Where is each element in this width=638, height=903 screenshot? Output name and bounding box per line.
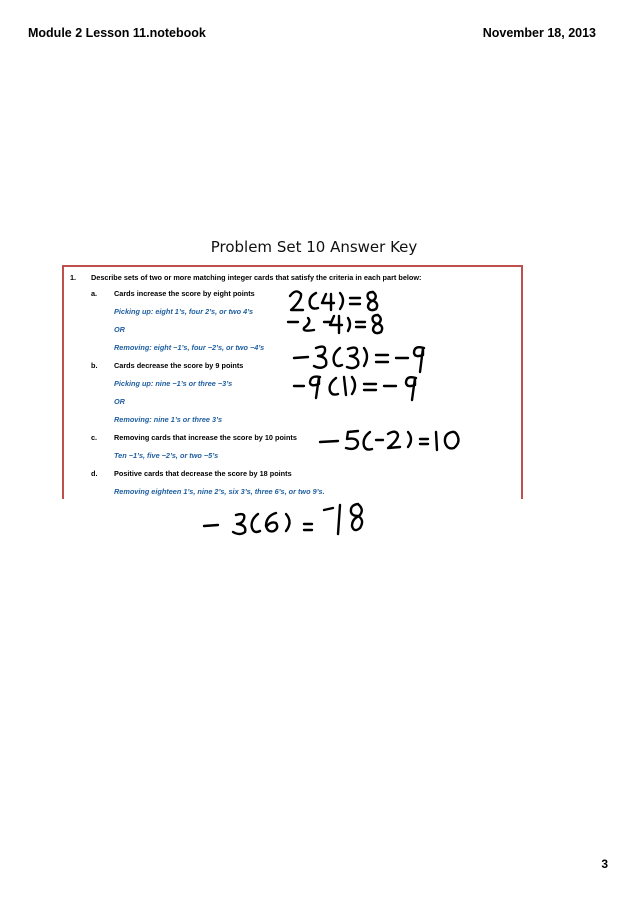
- handwriting-d1: [200, 500, 380, 540]
- handwriting-a1: [288, 288, 388, 314]
- part-label: c.: [91, 433, 98, 442]
- handwriting-b1: [292, 342, 430, 374]
- page-title: Problem Set 10 Answer Key: [210, 238, 418, 256]
- notebook-title: Module 2 Lesson 11.notebook: [28, 26, 206, 40]
- handwriting-b2: [292, 372, 430, 402]
- problem-set-box: 1. Describe sets of two or more matching integer cards that satisfy the criteria in each part below: a. Cards increase the score by eight points Picking up: eight 1’s, four 2’s, or two 4’s OR Removing: eight −1’s, four −2’s, or two −4’s b. Cards decrease the score by 9 points Picking up: nine −1’s or three −3’s OR Removing: nine 1’s or three 3’s c. Removing cards that increase the score by 10 points Ten −1’s, five −2’s, or two −5’s d. Positive cards that decrease the score by 18 points Removing eighteen 1’s, nine 2’s, six 3’s, three 6’s, or two 9’s.: [62, 265, 523, 499]
- page-header: [0, 26, 638, 46]
- part-label: d.: [91, 469, 98, 478]
- part-label: b.: [91, 361, 98, 370]
- header-date: November 18, 2013: [482, 26, 596, 40]
- problem-number: 1.: [70, 273, 77, 282]
- part-label: a.: [91, 289, 98, 298]
- handwriting-a2: [286, 312, 386, 336]
- problem-prompt: Describe sets of two or more matching integer cards that satisfy the criteria in each part below:: [91, 273, 422, 282]
- page-number: 3: [601, 857, 608, 871]
- handwriting-c1: [318, 426, 468, 456]
